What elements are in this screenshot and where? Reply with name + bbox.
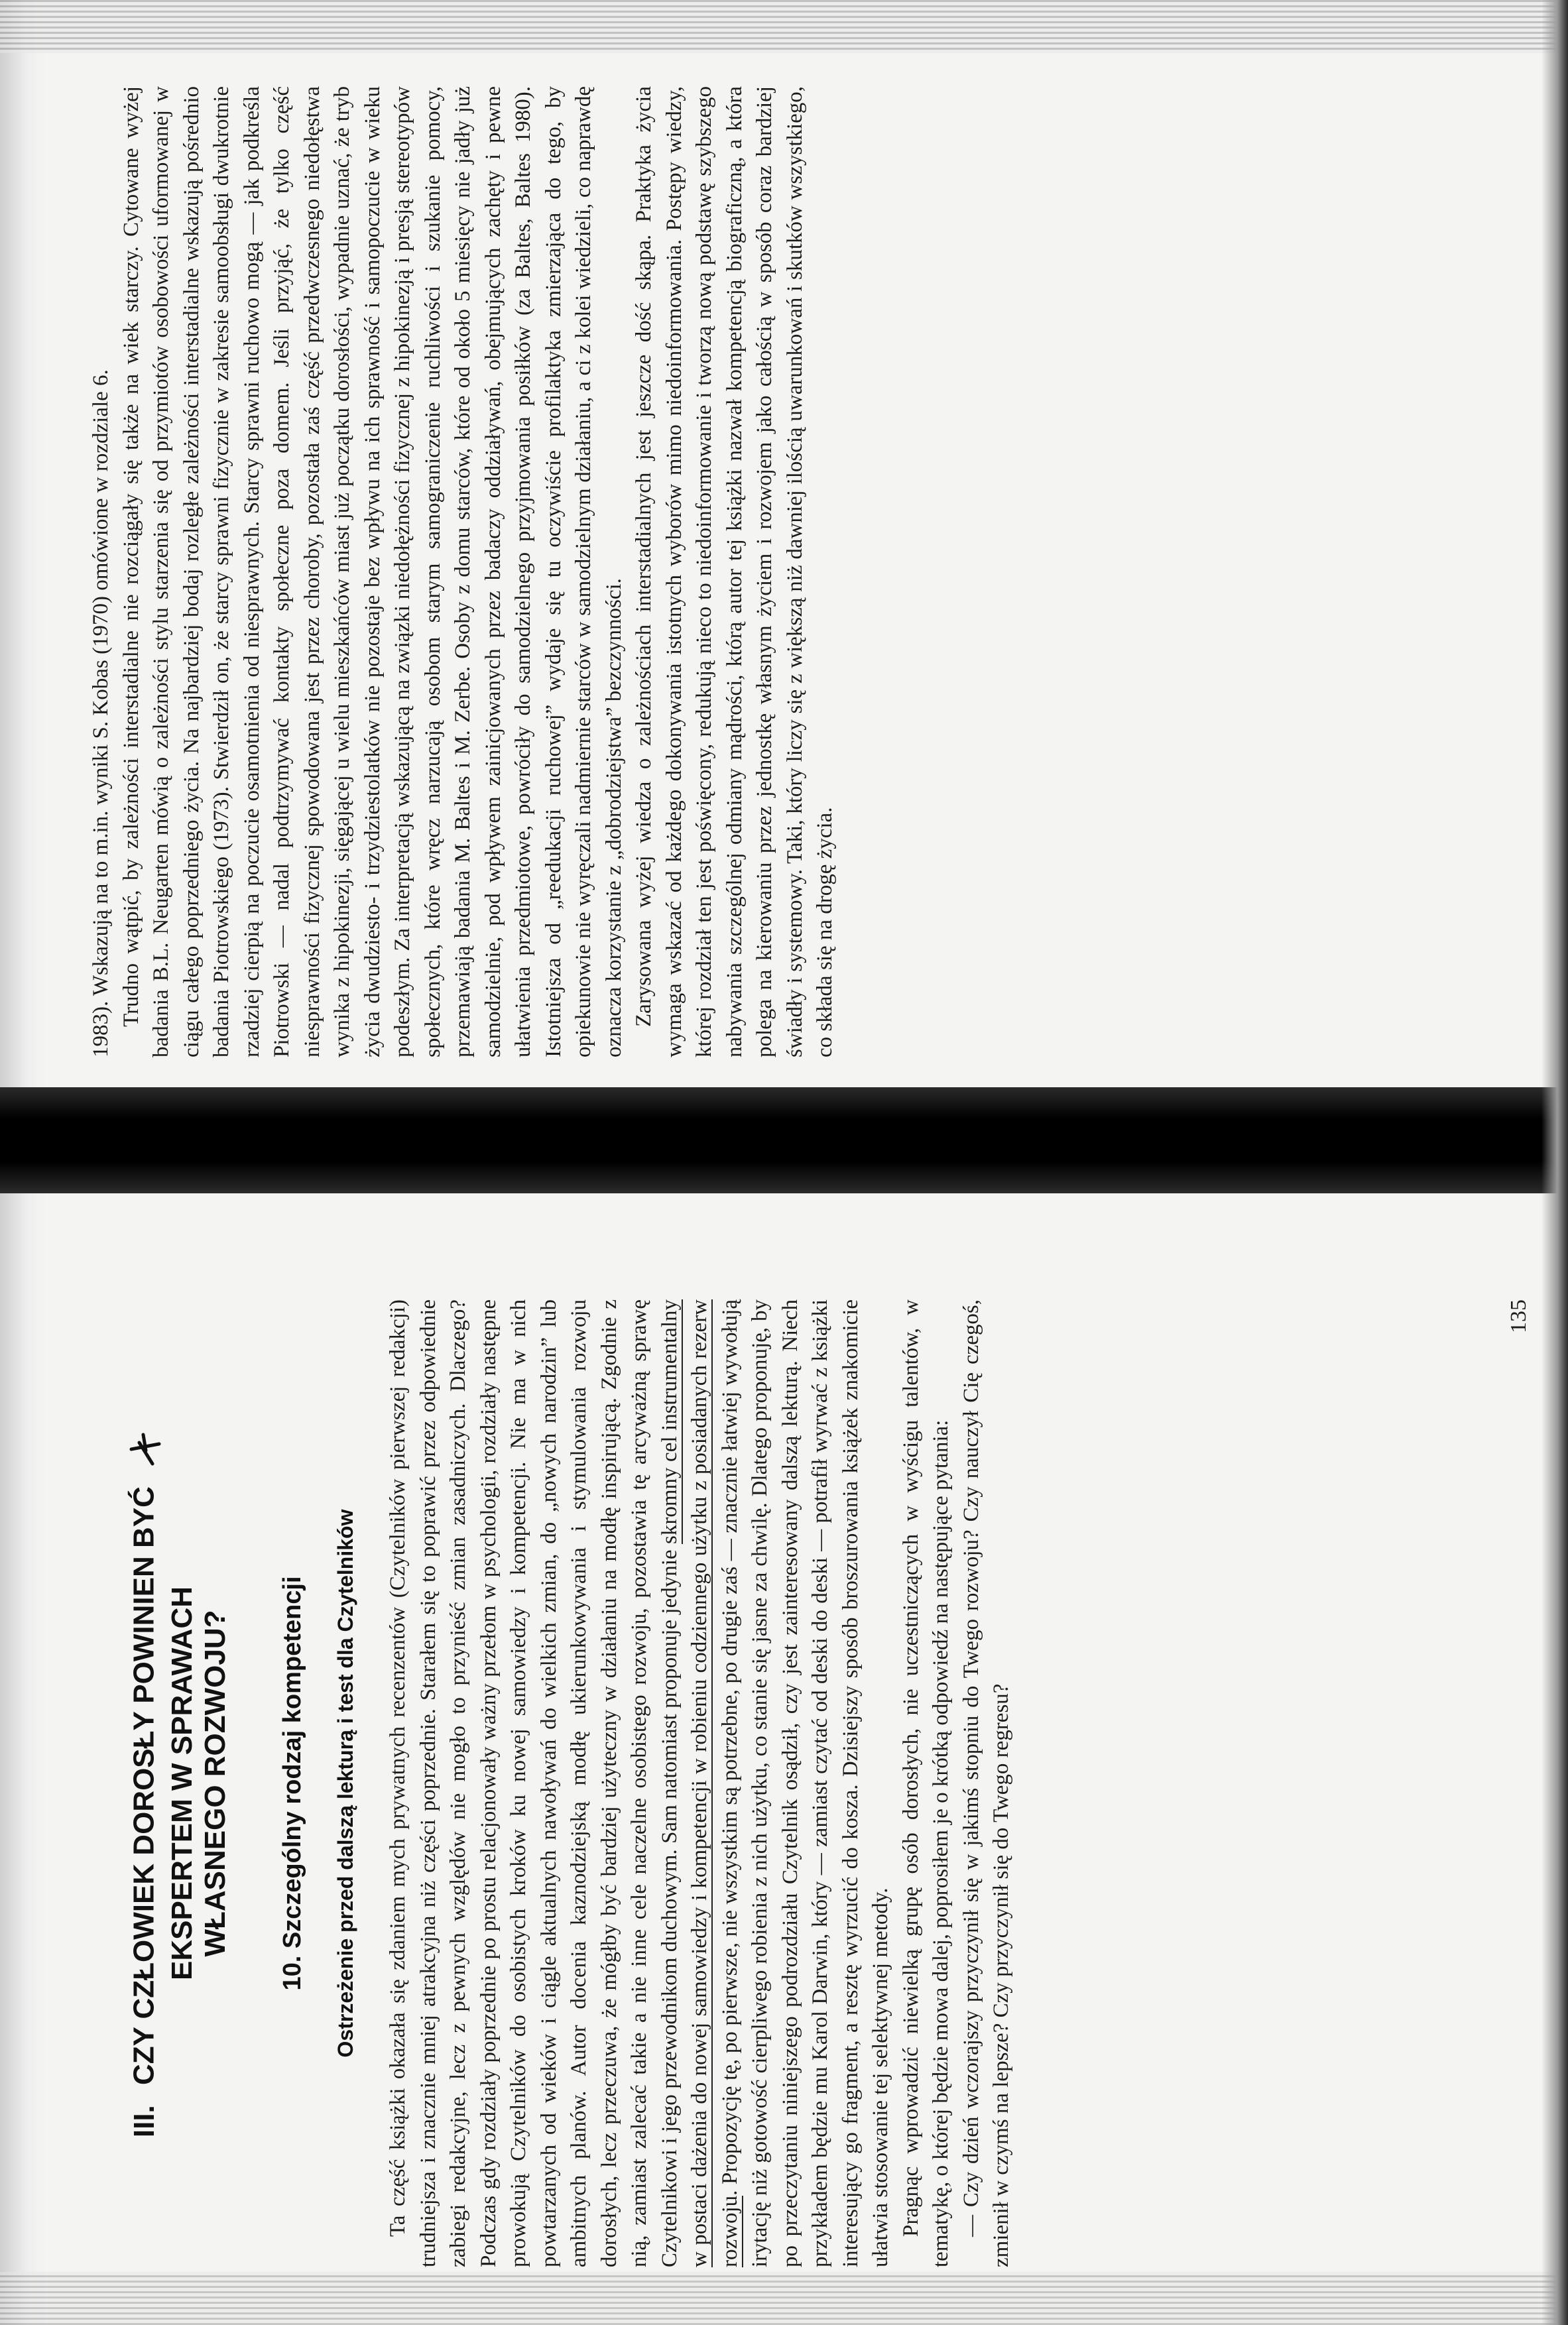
page-number: 135: [1506, 1299, 1531, 1333]
right-paragraph-1: [383, 1299, 896, 2267]
chapter-title-line-2: EKSPERTEM W SPRAWACH: [166, 1586, 198, 1981]
right-page: [86, 1299, 1531, 2267]
right-paragraph-2: Pragnąc wprowadzić niewielką grupę osób dorosłych, nie uczestniczących w wyścigu talentów, w tematykę, o której będzie mowa dalej, poprosiłem je o krótką odpowiedź na następujące pytania:: [898, 1299, 953, 2267]
chapter-number: III.: [127, 2105, 160, 2138]
underlined-passage: skromny cel instrumentalny w postaci dażenia do nowej samowiedzy i kompetencji w robieniu codziennego użytku z posiadanych rezerw rozwoju: [657, 1299, 742, 2267]
scan-edge-bottom: [0, 2272, 1568, 2325]
subsection-title: Ostrzeżenie przed dalszą lekturą i test dla Czytelników: [333, 1509, 357, 2058]
chapter-title-line-1: CZY CZŁOWIEK DOROSŁY POWINIEN BYĆ: [127, 1486, 160, 2085]
scan-edge-top: [0, 0, 1568, 53]
book-gutter: [0, 1087, 1568, 1193]
section-title: 10. Szczególny rodzaj kompetencji: [278, 1576, 306, 1991]
left-paragraph-2: Trudno wątpić, by zależności interstadialne nie rozciągały się także na wiek starczy. Cytowane wyżej badania B.L. Neugarten mówią o zależności stylu starzenia się od przymiotów osobowości uformowanej w ciągu całego poprzedniego życia. Na najbardziej bodaj rozległe zależności interstadialne wskazują pośrednio badania Piotrowskiego (1973). Stwierdził on, że starcy sprawni fizycznie w zakresie samoobsługi dwukrotnie rzadziej cierpią na poczucie osamotnienia od niesprawnych. Starcy sprawni ruchowo mogą — jak podkreśla Piotrowski — nadal podtrzymywać kontakty społeczne poza domem. Jeśli przyjąć, że tylko część niesprawności fizycznej spowodowana jest przez choroby, pozostała zaś część przedwczesnego niedołęstwa wynika z hipokinezji, sięgającej u wielu mieszkańców miast już początku dorosłości, wypadnie uznać, że tryb życia dwudziesto- i trzydziestolatków nie pozostaje bez wpływu na ich sprawność i samopoczucie w wieku podeszłym. Za interpretacją wskazującą na związki niedołężności fizycznej z hipokinezją i presją stereotypów społecznych, które wręcz narzucają osobom starym samograniczenie ruchliwości i szukanie pomocy, przemawiają badania M. Baltes i M. Zerbe. Osoby z domu starców, które od około 5 miesięcy nie jadły już samodzielnie, pod wpływem zainicjowanych przez badaczy oddziaływań, obejmujących zachęty i pewne ułatwienia przedmiotowe, powróciły do samodzielnego przyjmowania posiłków (za Baltes, Baltes 1980). Istotniejsza od „reedukacji ruchowej” wydaje się tu oczywiście profilaktyka zmierzająca do tego, by opiekunowie nie wyręczali nadmiernie starców w samodzielnym działaniu, a ci z kolei wiedzieli, co naprawdę oznacza korzystanie z „dobrodziejstwa” bezczynności.: [119, 86, 626, 1057]
chapter-title-line-3: WŁASNEGO ROZWOJU?: [199, 1610, 231, 1957]
right-paragraph-1-part-1: Ta część książki okazała się zdaniem mych prywatnych recenzentów (Czytelników pierwszej redakcji) trudniejsza i znacznie mniej atrakcyjna niż części poprzednie. Starałem się to poprawić przez odpowiednie zabiegi redakcyjne, lecz z pewnych względów nie mogło to przynieść zmian zasadniczych. Dlaczego? Podczas gdy rozdziały poprzednie po prostu relacjonowały ważny przełom w psychologii, rozdziały następne prowokują Czytelników do osobistych kroków ku nowej samowiedzy i kompetencji. Nie ma w nich powtarzanych od wieków i ciągle aktualnych nawoływań do wielkich zmian, do „nowych narodzin” lub ambitnych planów. Autor docenia kaznodziejską modłę ukierunkowywania i stymulowania rozwoju dorosłych, lecz przeczuwa, że mógłby być bardziej użyteczny w działaniu na modłę inspirującą. Zgodnie z nią, zamiast zalecać takie a nie inne cele naczelne osobistego rozwoju, pozostawia tę arcyważną sprawę Czytelnikowi i jego przewodnikom duchowym. Sam natomiast proponuje jedynie: [386, 1299, 682, 2267]
right-paragraph-3: — Czy dzień wczorajszy przyczynił się w jakimś stopniu do Twego rozwoju? Czy nauczył Cię czegoś, zmienił w czymś na lepsze? Czy przyczynił się do Twego regresu?: [959, 1299, 1013, 2267]
left-paragraph-1: 1983). Wskazują na to m.in. wyniki S. Kobas (1970) omówione w rozdziale 6.: [89, 369, 113, 1057]
left-page: [86, 86, 1432, 1057]
handwritten-mark-icon: [126, 1429, 166, 1469]
right-paragraph-1-part-2: . Propozycję tę, po pierwsze, nie wszystkim są potrzebne, po drugie zaś — znacznie łatwiej wywołują irytację niż gotowość cierpliwego robienia z nich użytku, co stanie się jasne za chwilę. Dlatego proponuję, by po przeczytaniu niniejszego podrozdziału Czytelnik osądził, czy jest zainteresowany dalszą lekturą. Niech przykładem będzie mu Karol Darwin, który — zamiast czytać od deski do deski — potrafił wyrwać z książki interesujący go fragment, a resztę wyrzucić do kosza. Dzisiejszy sposób broszurowania książek znakomicie ułatwia stosowanie tej selektywnej metody.: [717, 1299, 892, 2267]
chapter-heading: [126, 1299, 232, 2267]
left-page-body: [86, 86, 841, 1057]
scan-edge-right: [1541, 0, 1568, 2325]
left-paragraph-3: Zarysowana wyżej wiedza o zależnościach interstadialnych jest jeszcze dość skąpa. Praktyka życia wymaga wskazać od każdego dokonywania istotnych wyborów mimo niedoinformowania. Postępy wiedzy, której rozdział ten jest poświęcony, redukują nieco to niedoinformowanie i tworzą nową podstawę szybszego nabywania szczególnej odmiany mądrości, którą autor tej książki nazwał kompetencją biograficzną, a która polega na kierowaniu przez jednostkę własnym życiem i rozwojem jako całością w sposób coraz bardziej świadły i systemowy. Taki, który liczy się z większą niż dawniej ilością uwarunkowań i skutków wszystkiego, co składa się na drogę życia.: [632, 86, 837, 1057]
right-page-body: [383, 1299, 1017, 2267]
